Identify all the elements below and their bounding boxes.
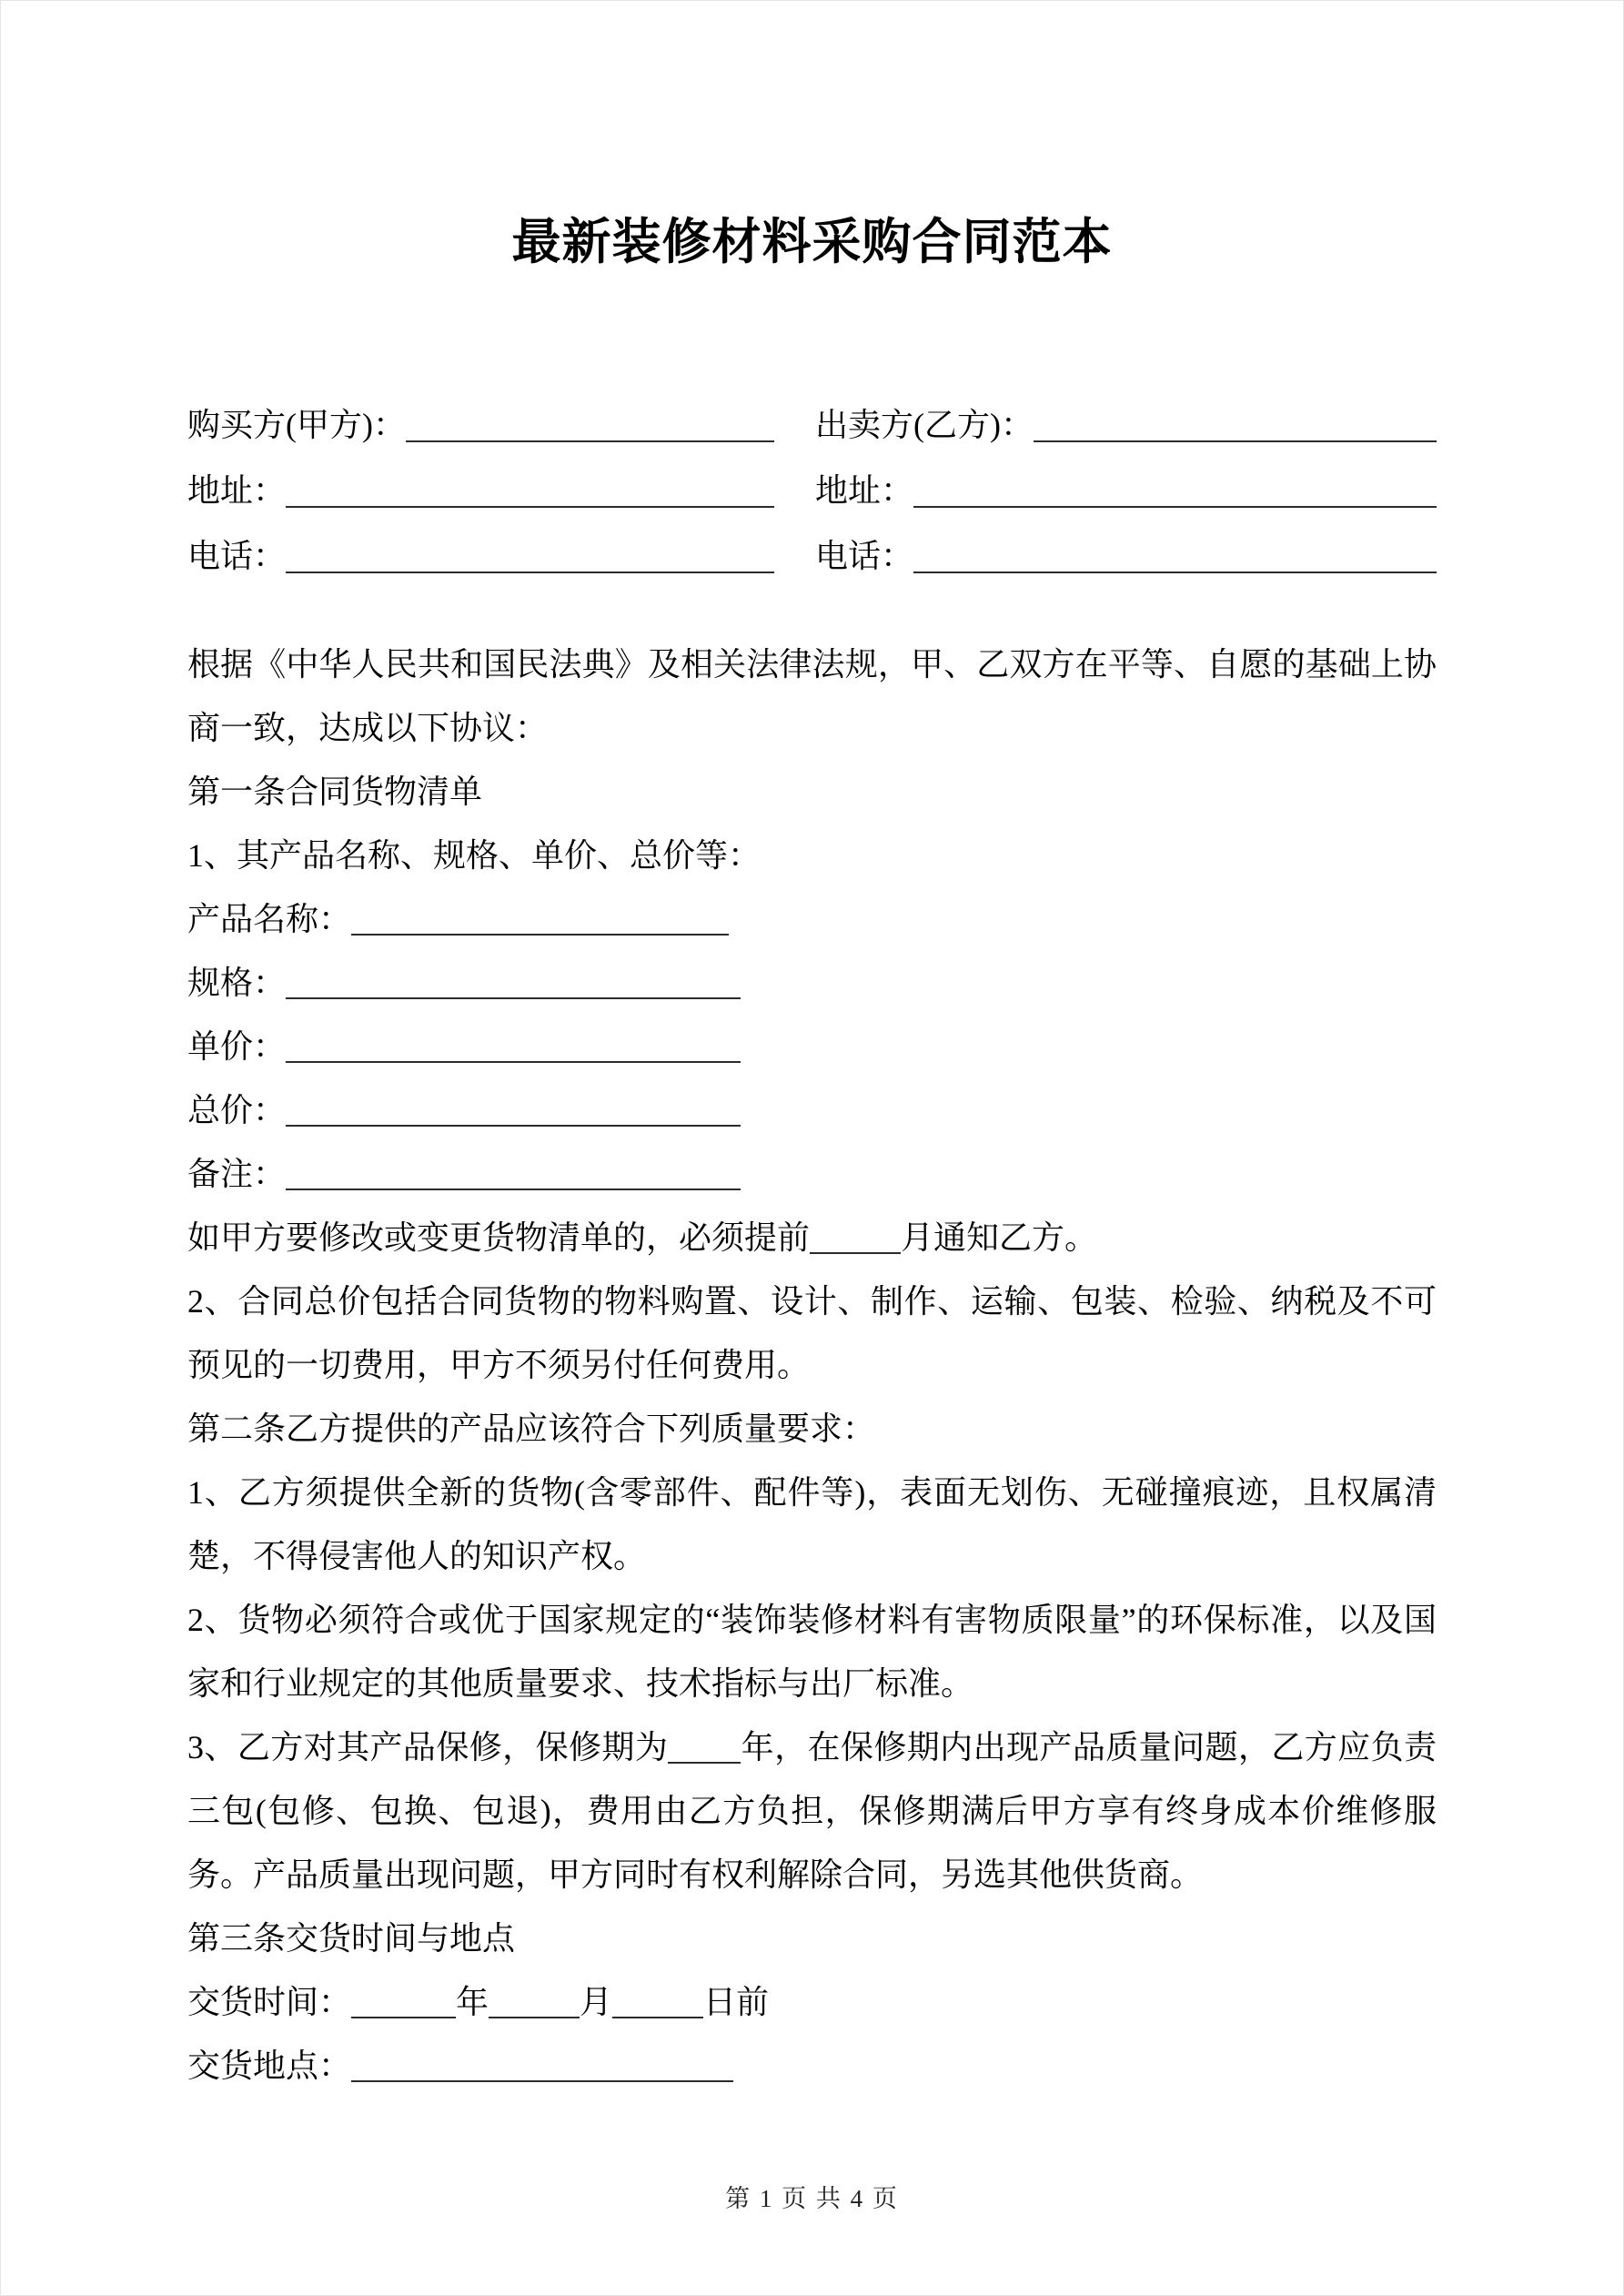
blank-line: [286, 506, 774, 508]
field-specification: [187, 951, 1437, 1015]
blank-line: [286, 997, 741, 999]
paragraph-text: 1、乙方须提供全新的货物(含零部件、配件等)，表面无划伤、无碰撞痕迹，且权属清楚，不得侵害他人的知识产权。: [187, 1474, 1437, 1574]
party-info-cell: [187, 523, 774, 589]
blank-line: [286, 1061, 741, 1063]
paragraph-text: 备注：: [187, 1156, 287, 1192]
paragraph-text: 交货时间：: [187, 1984, 352, 2020]
row-buyer-seller: [187, 392, 1437, 458]
blank-line: [286, 1125, 741, 1127]
paragraph-text: 3、乙方对其产品保修，保修期为: [187, 1729, 669, 1765]
field-delivery-place: [187, 2034, 1437, 2098]
paragraph-text: 月: [580, 1984, 613, 2020]
blank-line: [913, 506, 1437, 508]
blank-line: [351, 2017, 456, 2018]
field-remarks: [187, 1142, 1437, 1206]
party-info-cell: [187, 458, 774, 523]
page-footer: [1, 2183, 1623, 2214]
field-label: 电话：: [815, 538, 914, 574]
page-number-text: 第 1 页 共 4 页: [725, 2185, 899, 2212]
clause-1-item-1: [187, 824, 1437, 887]
blank-line: [286, 1188, 741, 1190]
paragraph-text: 月通知乙方。: [901, 1219, 1098, 1256]
field-label: 出卖方(乙方)：: [815, 407, 1034, 443]
clause-2-item-2: [187, 1588, 1437, 1715]
party-info-cell: [815, 523, 1437, 589]
field-product-name: [187, 887, 1437, 951]
row-phone: [187, 523, 1437, 589]
clause-2-item-1: [187, 1461, 1437, 1588]
blank-line: [406, 440, 774, 442]
paragraph-text: 日前: [703, 1984, 770, 2020]
paragraph-text: 2、合同总价包括合同货物的物料购置、设计、制作、运输、包装、检验、纳税及不可预见的一切费用，甲方不须另付任何费用。: [187, 1283, 1437, 1383]
party-info-cell: [187, 392, 774, 458]
field-label: 地址：: [815, 472, 914, 509]
paragraph-text: 如甲方要修改或变更货物清单的，必须提前: [187, 1219, 811, 1256]
party-info-cell: [815, 458, 1437, 523]
change-notice: [187, 1206, 1437, 1269]
clause-2-item-3: [187, 1715, 1437, 1907]
clause-2-heading: [187, 1397, 1437, 1461]
blank-line: [612, 2017, 703, 2018]
paragraph-text: 第二条乙方提供的产品应该符合下列质量要求：: [187, 1411, 876, 1447]
paragraph-text: 年: [456, 1984, 489, 2020]
row-address: [187, 458, 1437, 523]
contract-body: [187, 632, 1437, 2098]
paragraph-text: 1、其产品名称、规格、单价、总价等：: [187, 837, 762, 874]
paragraph-text: 第三条交货时间与地点: [187, 1920, 516, 1957]
blank-line: [286, 571, 774, 573]
blank-line: [913, 571, 1437, 573]
paragraph-text: 年，在保修期内出现产品质量问题，乙方应负责三包(包修、包换、包退)，费用由乙方负担，保修期满后甲方享有终身成本价维修服务。产品质量出现问题，甲方同时有权利解除合同，另选其他供货商。: [187, 1729, 1437, 1893]
blank-line: [1034, 440, 1437, 442]
party-info-cell: [815, 392, 1437, 458]
paragraph-text: 第一条合同货物清单: [187, 774, 483, 810]
clause-1-item-2: [187, 1269, 1437, 1397]
field-label: 电话：: [187, 538, 287, 574]
blank-line: [668, 1762, 741, 1764]
page-content: [1, 1, 1623, 2098]
paragraph-text: 单价：: [187, 1028, 287, 1065]
blank-line: [810, 1252, 901, 1254]
paragraph-text: 2、货物必须符合或优于国家规定的“装饰装修材料有害物质限量”的环保标准，以及国家和行业规定的其他质量要求、技术指标与出厂标准。: [187, 1602, 1437, 1702]
party-info-section: [187, 392, 1437, 589]
blank-line: [489, 2017, 580, 2018]
paragraph-text: 规格：: [187, 965, 287, 1001]
field-label: 地址：: [187, 472, 287, 509]
field-total-price: [187, 1078, 1437, 1142]
preamble: [187, 632, 1437, 760]
field-label: 购买方(甲方)：: [187, 407, 406, 443]
paragraph-text: 产品名称：: [187, 901, 352, 937]
clause-1-heading: [187, 760, 1437, 824]
blank-line: [351, 934, 729, 936]
paragraph-text: 根据《中华人民共和国民法典》及相关法律法规，甲、乙双方在平等、自愿的基础上协商一致，达成以下协议：: [187, 646, 1437, 746]
document-title: 最新装修材料采购合同范本: [511, 215, 1113, 269]
blank-line: [351, 2080, 733, 2082]
paragraph-text: 交货地点：: [187, 2048, 352, 2084]
field-unit-price: [187, 1015, 1437, 1078]
clause-3-heading: [187, 1907, 1437, 1970]
paragraph-text: 总价：: [187, 1092, 287, 1128]
field-delivery-time: [187, 1970, 1437, 2034]
